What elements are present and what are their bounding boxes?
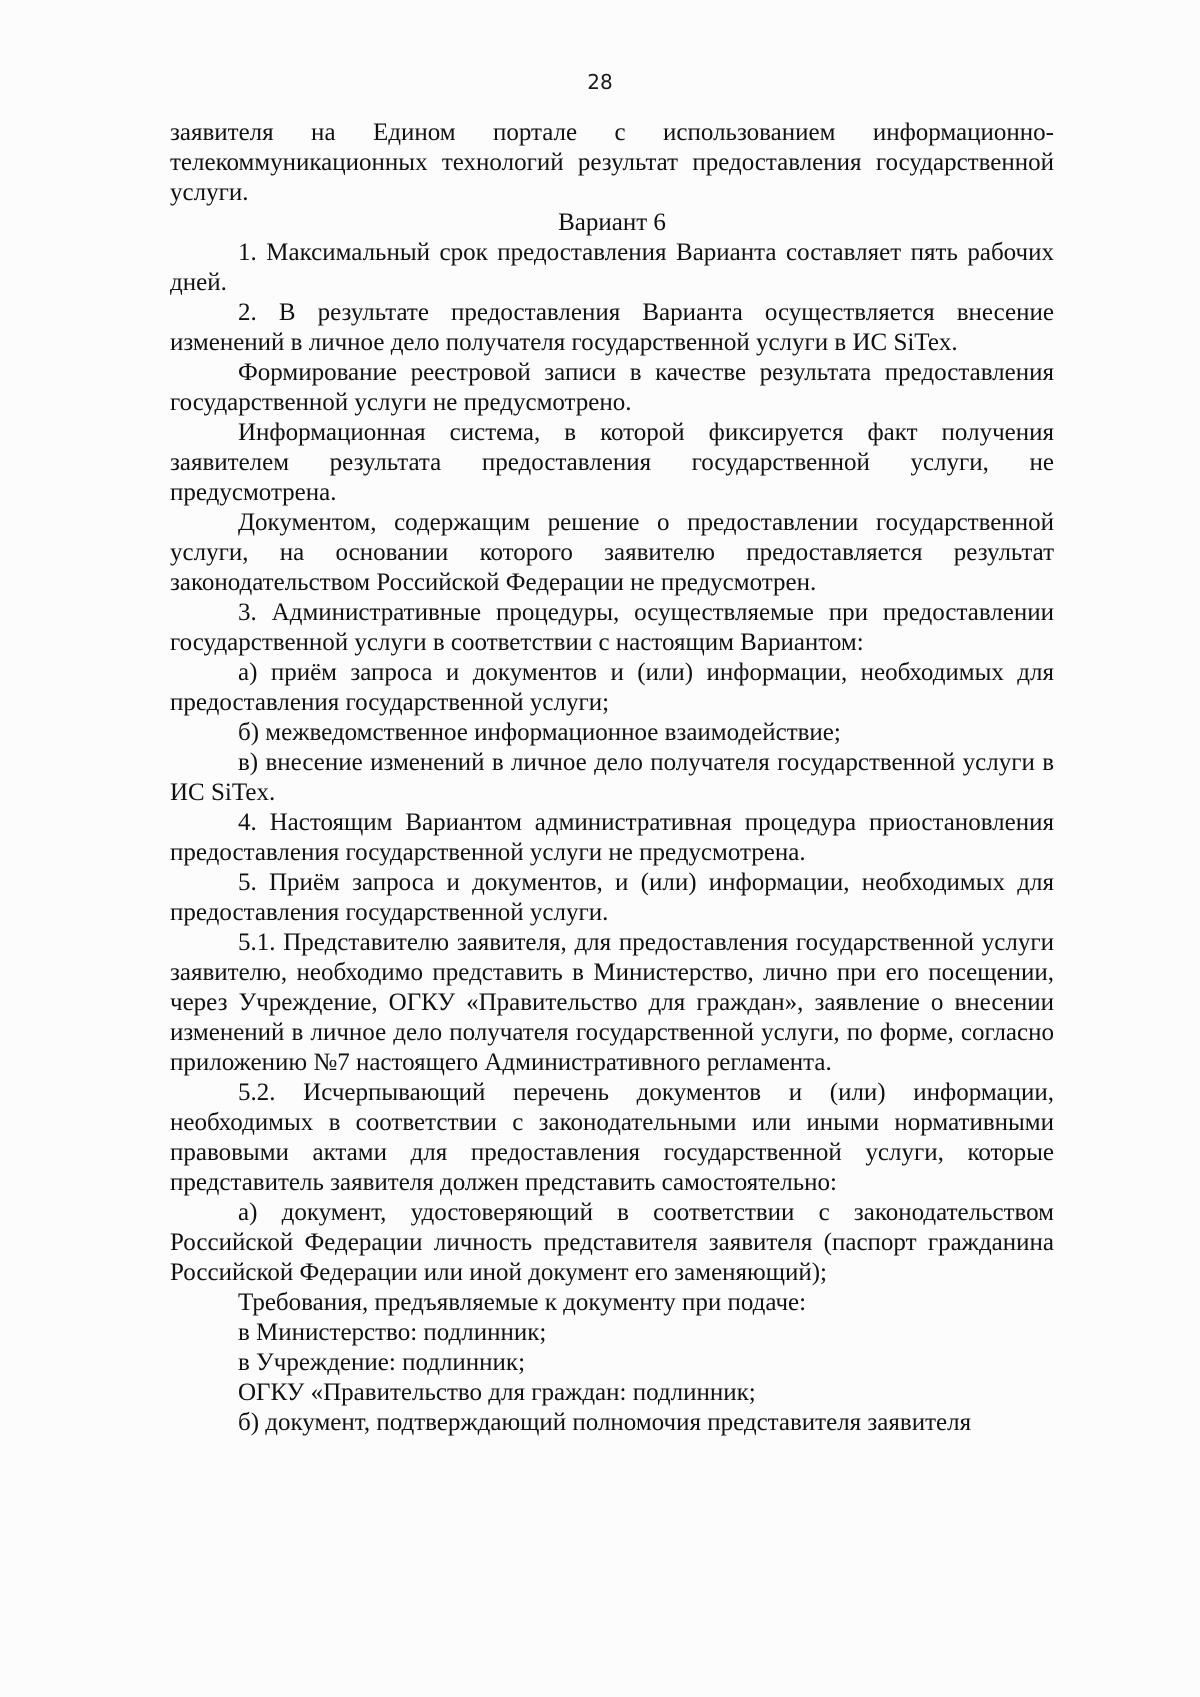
paragraph-9: в) внесение изменений в личное дело получателя государственной услуги в ИС SiTex. [170, 749, 1054, 806]
paragraph-7: а) приём запроса и документов и (или) информации, необходимых для предоставления государственной услуги; [170, 659, 1054, 716]
paragraph-5: Документом, содержащим решение о предоставлении государственной услуги, на основании которого заявителю предоставляется результат законодательством Российской Федерации не предусмотрен. [170, 509, 1054, 596]
paragraph-19: б) документ, подтверждающий полномочия представителя заявителя [238, 1409, 972, 1436]
paragraph-15: Требования, предъявляемые к документу при подаче: [238, 1289, 807, 1316]
paragraph-4: Информационная система, в которой фиксируется факт получения заявителем результата предоставления государственной услуги, не предусмотрена. [170, 419, 1054, 506]
paragraph-3: Формирование реестровой записи в качестве результата предоставления государственной услуги не предусмотрено. [170, 359, 1054, 416]
paragraph-6: 3. Административные процедуры, осуществляемые при предоставлении государственной услуги в соответствии с настоящим Вариантом: [170, 599, 1054, 656]
paragraph-1: 1. Максимальный срок предоставления Варианта составляет пять рабочих дней. [170, 239, 1054, 296]
section-heading: Вариант 6 [558, 209, 666, 236]
paragraph-17: в Учреждение: подлинник; [238, 1349, 526, 1376]
paragraph-2: 2. В результате предоставления Варианта осуществляется внесение изменений в личное дело получателя государственной услуги в ИС SiTex. [170, 299, 1054, 356]
paragraph-13: 5.2. Исчерпывающий перечень документов и (или) информации, необходимых в соответствии с законодательными или иными нормативными правовыми актами для предоставления государственной услуги, которые представитель заявителя должен представить самостоятельно: [170, 1079, 1054, 1196]
page-number: 28 [587, 70, 613, 94]
intro-paragraph: заявителя на Едином портале с использованием информационно-телекоммуникационных технологий результат предоставления государственной услуги. [170, 119, 1054, 206]
paragraph-8: б) межведомственное информационное взаимодействие; [238, 719, 841, 746]
paragraph-10: 4. Настоящим Вариантом административная процедура приостановления предоставления государственной услуги не предусмотрена. [170, 809, 1054, 866]
paragraph-14: а) документ, удостоверяющий в соответствии с законодательством Российской Федерации личность представителя заявителя (паспорт гражданина Российской Федерации или иной документ его заменяющий); [170, 1199, 1054, 1286]
paragraph-12: 5.1. Представителю заявителя, для предоставления государственной услуги заявителю, необходимо представить в Министерство, лично при его посещении, через Учреждение, ОГКУ «Правительство для граждан», заявление о внесении изменений в личное дело получателя государственной услуги, по форме, согласно приложению №7 настоящего Административного регламента. [170, 929, 1054, 1076]
paragraph-18: ОГКУ «Правительство для граждан: подлинник; [238, 1379, 756, 1406]
document-body [170, 118, 1054, 1438]
paragraph-11: 5. Приём запроса и документов, и (или) информации, необходимых для предоставления государственной услуги. [170, 869, 1054, 926]
paragraph-16: в Министерство: подлинник; [238, 1319, 547, 1346]
